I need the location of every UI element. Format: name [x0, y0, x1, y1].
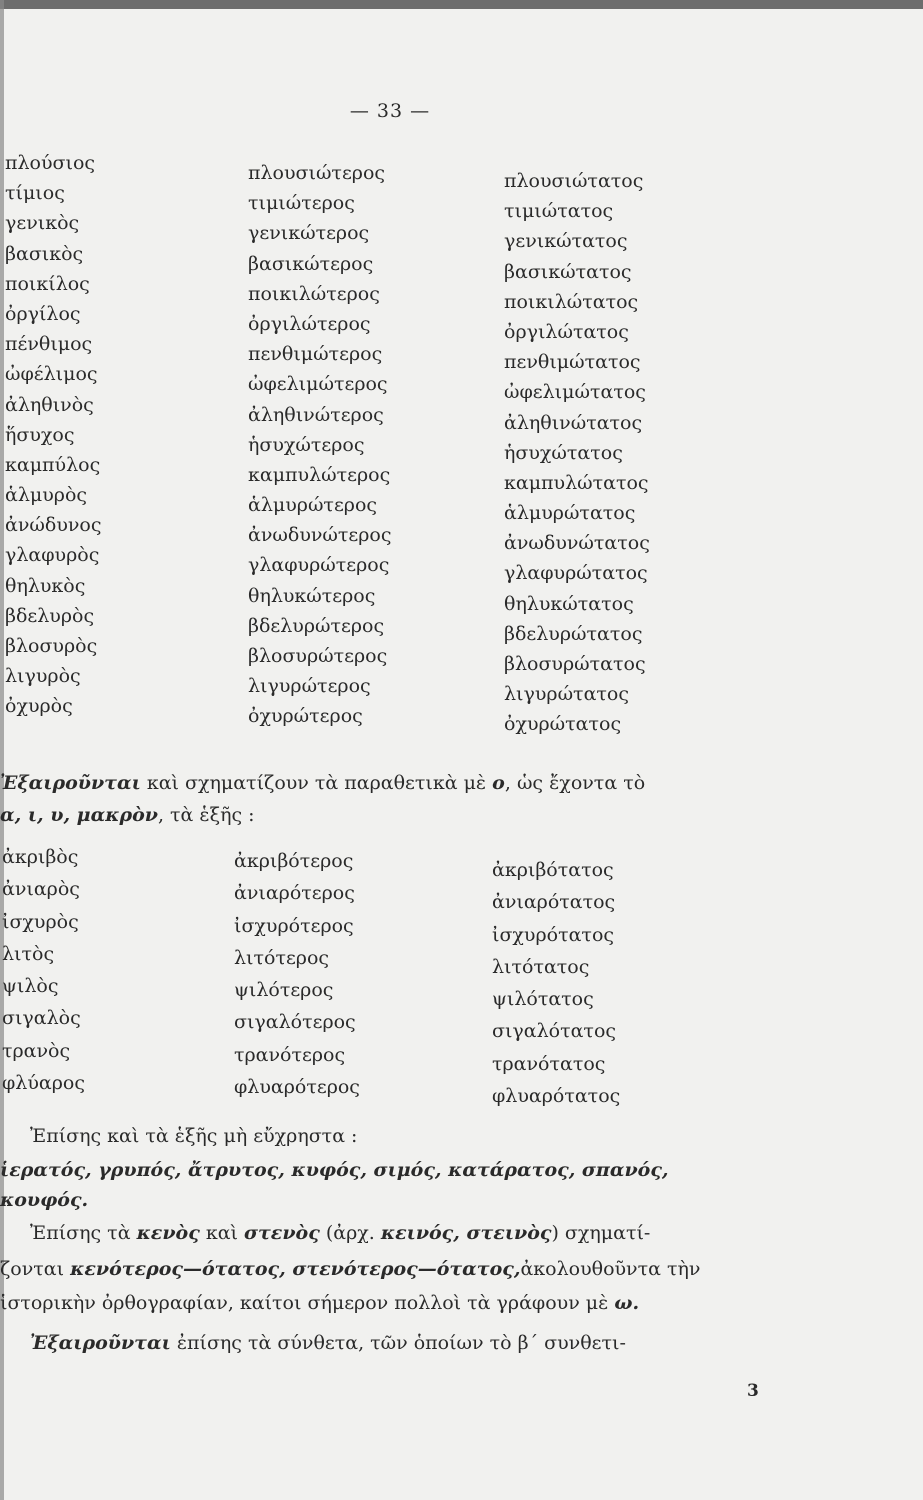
- word-entry: πλούσιος: [5, 152, 96, 174]
- word-entry: τιμιώτατος: [504, 200, 614, 223]
- word-entry: ἀκριβὸς: [2, 846, 79, 868]
- word-entry: ἀληθινὸς: [5, 393, 94, 416]
- word-entry: πενθιμώτατος: [504, 351, 641, 374]
- word-entry: τρανότατος: [492, 1052, 606, 1075]
- para3-l1-a: Ἐπίσης τὰ: [30, 1222, 137, 1244]
- para3-l2-a: ζονται: [0, 1258, 71, 1280]
- signature-mark: 3: [747, 1381, 759, 1401]
- para1-letter-o: ο: [492, 772, 505, 794]
- para3-l1-d: (ἀρχ.: [319, 1222, 381, 1244]
- word-entry: ἥσυχος: [5, 423, 75, 446]
- table2-positive-column: [2, 841, 85, 1099]
- word-entry: τρανότερος: [234, 1043, 346, 1066]
- word-entry: ποικίλος: [5, 272, 90, 295]
- word-entry: ἀνιαρὸς: [2, 878, 80, 901]
- word-entry: ψιλὸς: [2, 975, 59, 998]
- word-entry: καμπύλος: [5, 453, 101, 476]
- para3-line2: [0, 1257, 700, 1281]
- word-entry: βδελυρὸς: [5, 604, 95, 627]
- word-entry: λιγυρώτατος: [504, 683, 629, 706]
- word-entry: ἀνιαρότερος: [234, 882, 355, 905]
- word-entry: ποικιλώτατος: [504, 290, 639, 313]
- word-entry: ἰσχυρὸς: [2, 910, 79, 933]
- word-entry: λιτὸς: [2, 942, 55, 965]
- word-entry: ἀκριβότατος: [492, 859, 614, 881]
- word-entry: ψιλότερος: [234, 979, 334, 1002]
- para3-l1-e: ) σχηματί-: [551, 1222, 651, 1244]
- word-entry: ἰσχυρότερος: [234, 914, 354, 937]
- word-entry: πενθιμώτερος: [248, 343, 383, 366]
- word-entry: ὀχυρώτερος: [248, 705, 363, 728]
- word-entry: καμπυλώτατος: [504, 471, 649, 494]
- word-entry: ὠφέλιμος: [5, 363, 98, 386]
- para3-line1: [30, 1221, 650, 1245]
- word-entry: ἰσχυρότατος: [492, 923, 615, 946]
- word-entry: πένθιμος: [5, 333, 93, 356]
- word-entry: λιγυρὸς: [5, 665, 81, 688]
- para1-line2-text: , τὰ ἑξῆς :: [157, 804, 255, 826]
- word-entry: τρανὸς: [2, 1039, 71, 1062]
- word-entry: γενικώτερος: [248, 222, 370, 245]
- word-entry: γλαφυρώτατος: [504, 562, 648, 585]
- para1-line1: [0, 771, 645, 795]
- word-entry: φλυαρότερος: [234, 1076, 360, 1099]
- word-entry: ἡσυχώτερος: [248, 433, 365, 456]
- para3-l1-c: καὶ: [199, 1222, 245, 1244]
- word-entry: ἀκριβότερος: [234, 850, 354, 872]
- word-entry: πλουσιώτατος: [504, 170, 644, 192]
- para1-text2: , ὡς ἔχοντα τὸ: [504, 772, 646, 794]
- word-entry: φλυαρότατος: [492, 1085, 621, 1108]
- table1-positive-column: [5, 148, 102, 722]
- word-entry: ἀνωδυνώτερος: [248, 524, 392, 547]
- para1-line2-bold: α, ι, υ, μακρὸν: [0, 804, 158, 826]
- word-entry: πλουσιώτερος: [248, 162, 386, 184]
- table2-superlative-column: [492, 854, 620, 1112]
- word-entry: βδελυρώτατος: [504, 622, 643, 645]
- word-entry: ὠφελιμώτερος: [248, 373, 388, 396]
- table1-superlative-column: [504, 166, 650, 740]
- para3-l2-forms: κενότερος—ότατος, στενότερος—ότατος,: [70, 1258, 521, 1280]
- word-entry: βδελυρώτερος: [248, 614, 385, 637]
- para1-line2: [0, 803, 255, 827]
- word-entry: γενικὸς: [5, 212, 80, 235]
- para2-line2: ἱερατός, γρυπός, ἄτρυτος, κυφός, σιμός, κατάρατος, σπανός,: [0, 1159, 669, 1181]
- word-entry: λιγυρώτερος: [248, 675, 371, 698]
- word-entry: σιγαλότερος: [234, 1011, 356, 1034]
- word-entry: βλοσυρώτατος: [504, 653, 646, 675]
- word-entry: ἁλμυρώτατος: [504, 502, 636, 525]
- word-entry: βασικώτερος: [248, 252, 374, 275]
- para1-text1: καὶ σχηματίζουν τὰ παραθετικὰ μὲ: [140, 772, 493, 794]
- word-entry: σιγαλότατος: [492, 1020, 617, 1043]
- para3-l1-stenos: στενὸς: [244, 1222, 320, 1244]
- word-entry: λιτότατος: [492, 955, 590, 978]
- para2-line1: Ἐπίσης καὶ τὰ ἑξῆς μὴ εὔχρηστα :: [30, 1125, 358, 1147]
- word-entry: θηλυκώτατος: [504, 592, 634, 615]
- word-entry: τιμιώτερος: [248, 192, 355, 215]
- word-entry: ὀχυρώτατος: [504, 713, 622, 736]
- para1-bold-word: Ἐξαιροῦνται: [0, 772, 141, 794]
- para4-line1: [30, 1331, 626, 1355]
- para3-l1-kenos: κενὸς: [136, 1222, 200, 1244]
- word-entry: βασικώτατος: [504, 260, 632, 283]
- para3-l3-a: ἱστορικὴν ὀρθογραφίαν, καίτοι σήμερον πολλοὶ τὰ γράφουν μὲ: [0, 1292, 615, 1314]
- word-entry: φλύαρος: [2, 1072, 85, 1095]
- word-entry: ἀνωδυνώτατος: [504, 532, 650, 555]
- word-entry: ἁλμυρὸς: [5, 484, 88, 507]
- word-entry: ὀργιλώτατος: [504, 320, 629, 343]
- word-entry: βλοσυρώτερος: [248, 645, 388, 667]
- para4-bold-word: Ἐξαιροῦνται: [30, 1332, 171, 1354]
- para3-line3: [0, 1291, 639, 1315]
- page-number: — 33 —: [349, 100, 431, 122]
- word-entry: βλοσυρὸς: [5, 635, 98, 657]
- para3-l3-omega: ω.: [614, 1292, 640, 1314]
- table1-comparative-column: [248, 158, 392, 732]
- word-entry: ἡσυχώτατος: [504, 441, 623, 464]
- word-entry: ἀληθινώτερος: [248, 403, 384, 426]
- word-entry: θηλυκὸς: [5, 574, 86, 597]
- word-entry: γλαφυρώτερος: [248, 554, 390, 577]
- word-entry: ὠφελιμώτατος: [504, 381, 646, 404]
- word-entry: ὀχυρὸς: [5, 695, 73, 718]
- word-entry: ἀνιαρότατος: [492, 891, 616, 914]
- word-entry: βασικὸς: [5, 242, 84, 265]
- word-entry: τίμιος: [5, 182, 65, 205]
- word-entry: ὀργιλώτερος: [248, 312, 371, 335]
- word-entry: λιτότερος: [234, 946, 330, 969]
- scan-top-edge: [0, 0, 923, 9]
- word-entry: ποικιλώτερος: [248, 282, 380, 305]
- word-entry: ἀληθινώτατος: [504, 411, 643, 434]
- word-entry: ὀργίλος: [5, 302, 81, 325]
- word-entry: σιγαλὸς: [2, 1007, 81, 1030]
- table2-comparative-column: [234, 845, 360, 1103]
- para2-line3: κουφός.: [0, 1189, 89, 1211]
- para3-l1-archaic: κεινός, στεινὸς: [380, 1222, 552, 1244]
- word-entry: θηλυκώτερος: [248, 584, 376, 607]
- word-entry: γλαφυρὸς: [5, 544, 100, 567]
- para3-l2-c: ἀκολουθοῦντα τὴν: [520, 1258, 701, 1280]
- word-entry: ἀνώδυνος: [5, 514, 102, 537]
- word-entry: γενικώτατος: [504, 230, 628, 253]
- word-entry: ἁλμυρώτερος: [248, 494, 378, 517]
- word-entry: καμπυλώτερος: [248, 463, 391, 486]
- word-entry: ψιλότατος: [492, 988, 594, 1011]
- para4-text: ἐπίσης τὰ σύνθετα, τῶν ὁποίων τὸ β΄ συνθετι-: [170, 1332, 626, 1354]
